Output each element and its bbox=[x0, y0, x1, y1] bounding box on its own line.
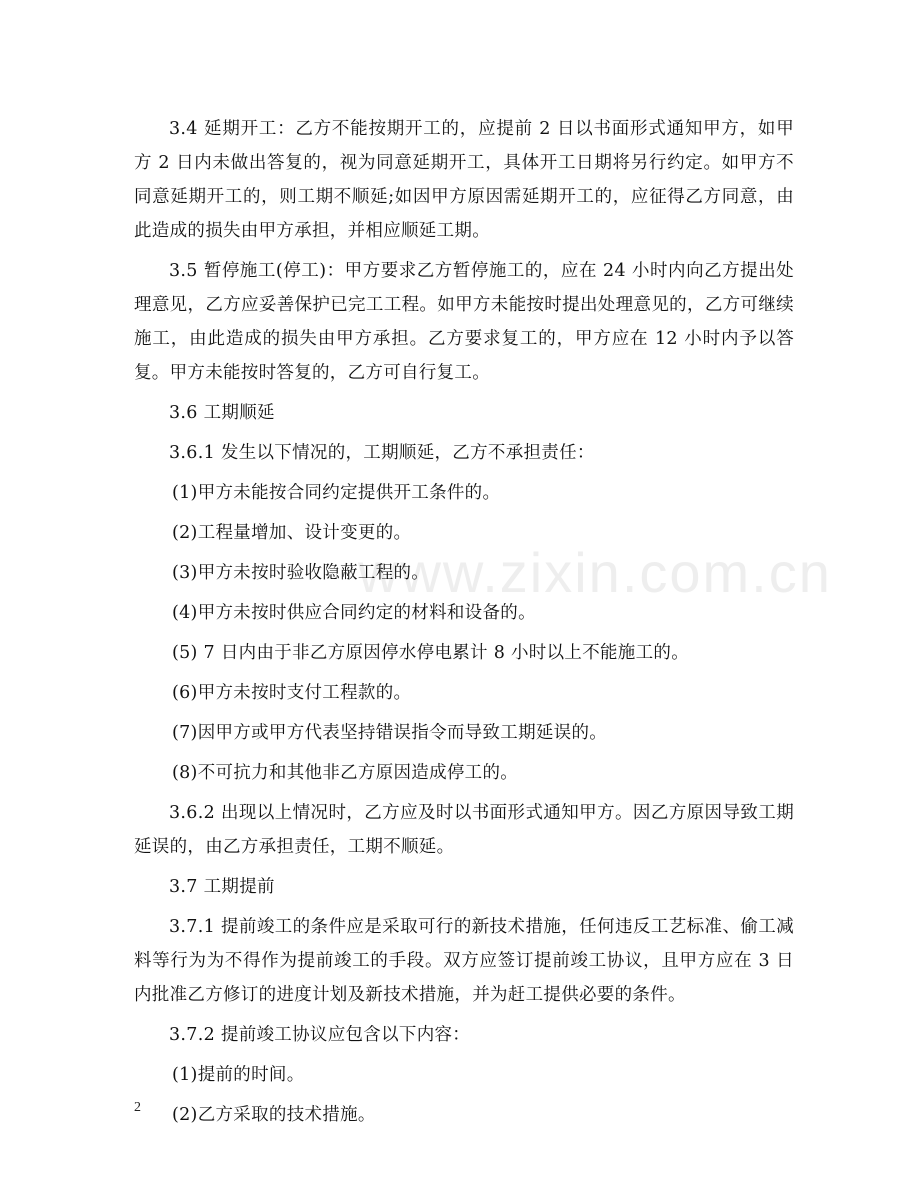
list-item: (8)不可抗力和其他非乙方原因造成停工的。 bbox=[172, 763, 519, 783]
list-item: (7)因甲方或甲方代表坚持错误指令而导致工期延误的。 bbox=[172, 723, 608, 743]
paragraph-3-6-2: 3.6.2 出现以上情况时，乙方应及时以书面形式通知甲方。因乙方原因导致工期延误的，由乙方承担责任，工期不顺延。 bbox=[134, 803, 794, 857]
document-body bbox=[134, 112, 794, 1138]
list-item: (5) 7 日内由于非乙方原因停水停电累计 8 小时以上不能施工的。 bbox=[172, 643, 690, 663]
list-item: (6)甲方未按时支付工程款的。 bbox=[172, 683, 412, 703]
heading-3-7: 3.7 工期提前 bbox=[169, 877, 275, 897]
paragraph-3-5: 3.5 暂停施工(停工)：甲方要求乙方暂停施工的，应在 24 小时内向乙方提出处理意见，乙方应妥善保护已完工工程。如甲方未能按时提出处理意见的，乙方可继续施工，由此造成的损失由甲方承担。乙方要求复工的，甲方应在 12 小时内予以答复。甲方未能按时答复的，乙方可自行复工。 bbox=[134, 261, 794, 383]
list-item: (2)工程量增加、设计变更的。 bbox=[172, 523, 412, 543]
list-item: (1)甲方未能按合同约定提供开工条件的。 bbox=[172, 483, 501, 503]
list-item: (2)乙方采取的技术措施。 bbox=[172, 1105, 376, 1125]
page-number: 2 bbox=[134, 1100, 141, 1115]
list-item: (4)甲方未按时供应合同约定的材料和设备的。 bbox=[172, 603, 536, 623]
list-item: (1)提前的时间。 bbox=[172, 1065, 305, 1085]
paragraph-3-7-2: 3.7.2 提前竣工协议应包含以下内容： bbox=[169, 1025, 471, 1045]
watermark: www.zixin.com.cn bbox=[358, 541, 832, 604]
list-item: (3)甲方未按时验收隐蔽工程的。 bbox=[172, 563, 430, 583]
paragraph-3-7-1: 3.7.1 提前竣工的条件应是采取可行的新技术措施，任何违反工艺标准、偷工减料等行为为不得作为提前竣工的手段。双方应签订提前竣工协议，且甲方应在 3 日内批准乙方修订的进度计划及新技术措施，并为赶工提供必要的条件。 bbox=[134, 917, 794, 1005]
paragraph-3-6-1: 3.6.1 发生以下情况的，工期顺延，乙方不承担责任： bbox=[169, 443, 595, 463]
heading-3-6: 3.6 工期顺延 bbox=[169, 403, 275, 423]
paragraph-3-4: 3.4 延期开工：乙方不能按期开工的，应提前 2 日以书面形式通知甲方，如甲方 2 日内未做出答复的，视为同意延期开工，具体开工日期将另行约定。如甲方不同意延期开工的，则工期不顺延;如因甲方原因需延期开工的，应征得乙方同意，由此造成的损失由甲方承担，并相应顺延工期。 bbox=[134, 119, 794, 241]
